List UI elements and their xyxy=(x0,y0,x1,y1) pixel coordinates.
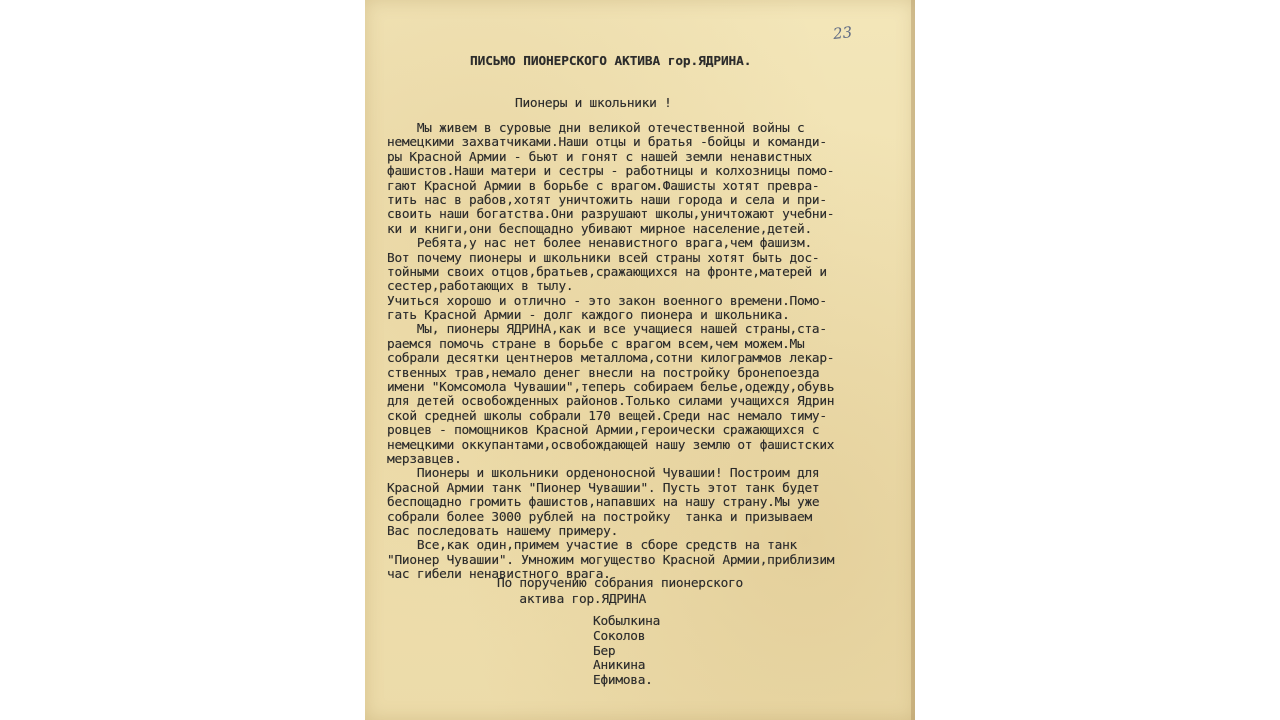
salutation: Пионеры и школьники ! xyxy=(515,96,672,111)
body-line: сестер,работающих в тылу. xyxy=(387,279,574,295)
body-line: Ребята,у нас нет более ненавистного врага,чем фашизм. xyxy=(387,236,812,252)
body-line: тить нас в рабов,хотят уничтожить наши города и села и при- xyxy=(387,192,827,208)
body-line: Мы живем в суровые дни великой отечественной войны с xyxy=(387,121,805,136)
body-line: беспощадно громить фашистов,напавших на нашу страну.Мы уже xyxy=(387,495,820,511)
body-line: Красной Армии танк "Пионер Чувашии". Пусть этот танк будет xyxy=(387,480,820,496)
body-line: Все,как один,примем участие в сборе средств на танк xyxy=(387,538,797,554)
body-line: ры Красной Армии - бьют и гонят с нашей земли ненавистных xyxy=(387,149,812,165)
body-line: собрали десятки центнеров металлома,сотни килограммов лекар- xyxy=(387,351,835,367)
body-line: "Пионер Чувашии". Умножим могущество Красной Армии,приблизим xyxy=(387,552,835,568)
body-line: собрали более 3000 рублей на постройку танка и призываем xyxy=(387,509,812,525)
body-line: для детей освобожденных районов.Только силами учащихся Ядрин xyxy=(387,394,835,410)
body-line: фашистов.Наши матери и сестры - работницы и колхозницы помо- xyxy=(387,164,835,180)
page-number: 23 xyxy=(832,23,853,43)
signature-name: Кобылкина xyxy=(593,614,661,629)
signature-name: Аникина xyxy=(593,658,646,674)
signature-name: Соколов xyxy=(593,628,646,644)
body-line: тойными своих отцов,братьев,сражающихся на фронте,матерей и xyxy=(387,264,827,280)
body-line: немецкими оккупантами,освобождающей нашу землю от фашистских xyxy=(387,437,835,453)
body-line: раемся помочь стране в борьбе с врагом всем,чем можем.Мы xyxy=(387,336,805,352)
body-line: Пионеры и школьники орденоносной Чувашии! Построим для xyxy=(387,466,820,482)
body-line: Вот почему пионеры и школьники всей страны хотят быть дос- xyxy=(387,250,820,266)
closing xyxy=(497,576,743,608)
closing-line: актива гор.ЯДРИНА xyxy=(497,592,647,607)
body-line: ки и книги,они беспощадно убивают мирное население,детей. xyxy=(387,221,812,237)
document-page xyxy=(365,0,915,720)
body-line: гают Красной Армии в борьбе с врагом.Фашисты хотят превра- xyxy=(387,178,820,194)
body-line: Мы, пионеры ЯДРИНА,как и все учащиеся нашей страны,ста- xyxy=(387,322,827,338)
body-line: своить наши богатства.Они разрушают школы,уничтожают учебни- xyxy=(387,207,835,223)
letter-body xyxy=(387,122,915,583)
body-line: ской средней школы собрали 170 вещей.Среди нас немало тиму- xyxy=(387,408,827,424)
body-line: мерзавцев. xyxy=(387,451,462,467)
signatures xyxy=(593,615,660,689)
body-line: имени "Комсомола Чувашии",теперь собираем белье,одежду,обувь xyxy=(387,380,835,396)
letter-title: ПИСЬМО ПИОНЕРСКОГО АКТИВА гор.ЯДРИНА. xyxy=(470,54,752,69)
signature-name: Бер xyxy=(593,643,616,659)
body-line: Вас последовать нашему примеру. xyxy=(387,523,619,539)
body-line: немецкими захватчиками.Наши отцы и братья -бойцы и команди- xyxy=(387,135,827,151)
closing-line: По поручению собрания пионерского xyxy=(497,576,743,591)
body-line: гать Красной Армии - долг каждого пионера и школьника. xyxy=(387,308,790,324)
body-line: Учиться хорошо и отлично - это закон военного времени.Помо- xyxy=(387,293,827,309)
body-line: час гибели ненавистного врага. xyxy=(387,567,611,583)
signature-name: Ефимова. xyxy=(593,673,653,689)
body-line: ственных трав,немало денег внесли на постройку бронепоезда xyxy=(387,365,820,381)
body-line: ровцев - помощников Красной Армии,героически сражающихся с xyxy=(387,423,820,439)
